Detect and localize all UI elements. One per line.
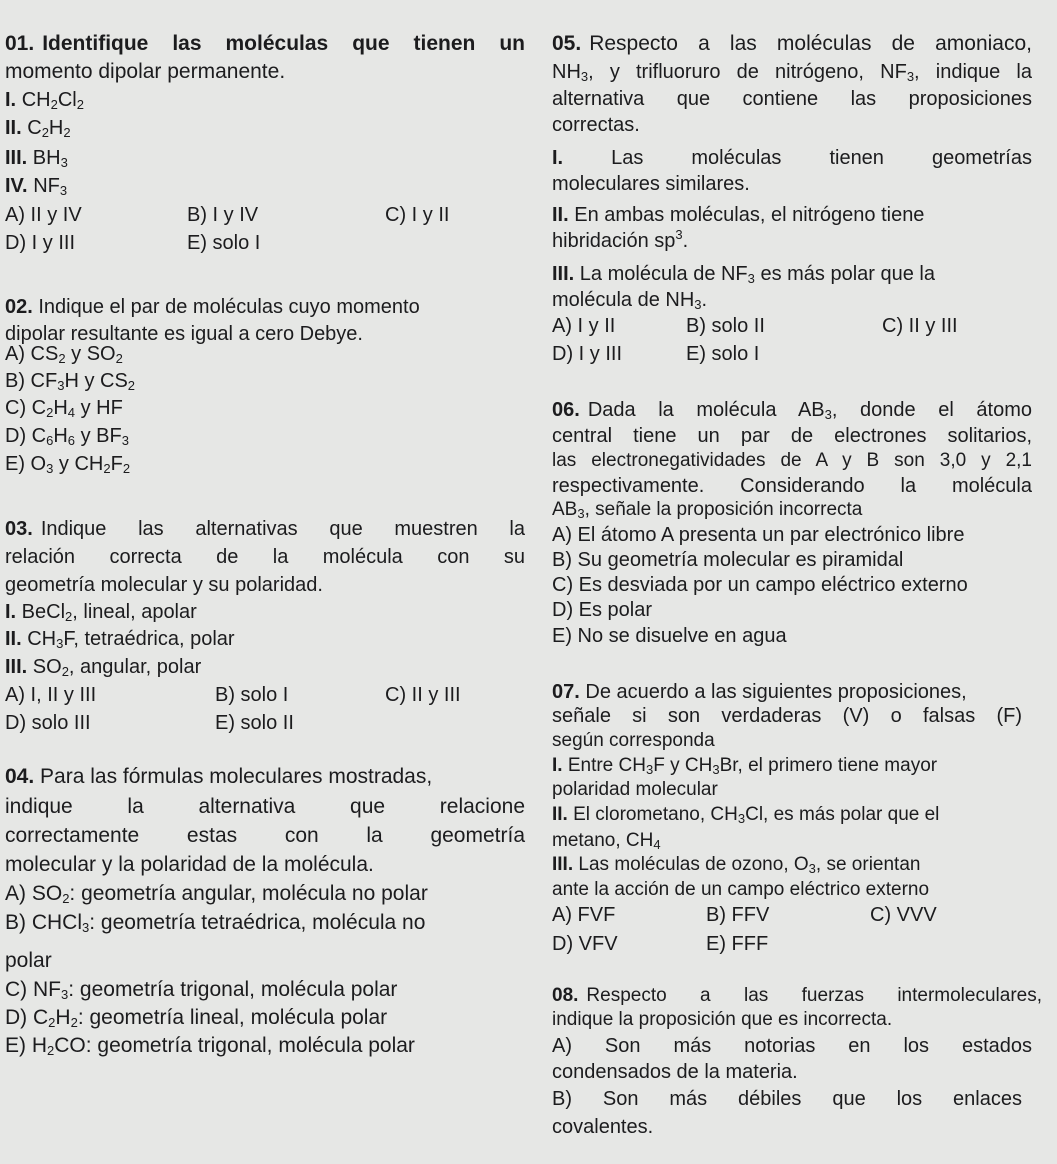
q04-option-a[interactable]: A) $SO_2$: geometría angular, molécula no polar — [5, 882, 428, 906]
q05-line: alternativa que contiene las proposiciones — [552, 88, 1032, 110]
q05-prop: hibridación $sp^3$. — [552, 227, 689, 252]
q08-option-a-cont: condensados de la materia. — [552, 1061, 798, 1083]
q05-line: correctas. — [552, 114, 640, 136]
q03-title-line3: geometría molecular y su polaridad. — [5, 574, 323, 596]
q01-option-e[interactable]: E) solo I — [187, 232, 261, 254]
q05-option-b[interactable]: B) solo II — [686, 315, 765, 337]
q06-option-d[interactable]: D) Es polar — [552, 599, 653, 621]
q03-title-line1 — [5, 517, 525, 541]
q02-number: 02. — [5, 296, 33, 318]
q03-item: II. $CH_3F$, tetraédrica, polar — [5, 628, 235, 651]
q01-item-formula: $CH_2Cl_2$ — [21, 89, 84, 112]
q08-number: 08. — [552, 985, 579, 1006]
q05-line — [552, 32, 1032, 56]
q05-number: 05. — [552, 32, 582, 55]
q07-number: 07. — [552, 681, 580, 703]
q03-title-line2: relación correcta de la molécula con su — [5, 546, 525, 568]
q01-title-text: Identifique las moléculas que tienen un — [42, 32, 525, 55]
q06-line: las electronegatividades de A y B son 3,0 y 2,1 — [552, 450, 1032, 471]
q04-title-line1 — [5, 765, 432, 789]
q05-prop: molécula de $NH_3$. — [552, 289, 708, 312]
q07-prop: polaridad molecular — [552, 779, 718, 800]
q02-title-text: Indique el par de moléculas cuyo momento — [38, 296, 420, 318]
q03-item: I. BeCl$_2$, lineal, apolar — [5, 601, 197, 624]
q01-option-c[interactable]: C) I y II — [385, 204, 450, 226]
q04-title-line3: correctamente estas con la geometría — [5, 824, 525, 847]
q06-option-a[interactable]: A) El átomo A presenta un par electrónico libre — [552, 524, 965, 546]
q04-option-c[interactable]: C) $NF_3$: geometría trigonal, molécula polar — [5, 978, 398, 1002]
q01-option-d[interactable]: D) I y III — [5, 232, 75, 254]
q01-item-formula: $C_2H_2$ — [27, 117, 71, 140]
q05-option-d[interactable]: D) I y III — [552, 343, 622, 365]
q02-option-c[interactable]: C) $C_2H_4$ y HF — [5, 397, 123, 420]
q07-line-text: De acuerdo a las siguientes proposiciones, — [585, 681, 967, 703]
q08-option-b[interactable]: B) Son más débiles que los enlaces — [552, 1088, 1022, 1110]
q07-option-c[interactable]: C) VVV — [870, 904, 937, 926]
q07-prop: II. El clorometano, $CH_3Cl$, es más polar que el — [552, 804, 940, 826]
q07-prop: I. Entre $CH_3F$ y $CH_3Br$, el primero tiene mayor — [552, 755, 938, 777]
q01-title-line1 — [5, 32, 525, 56]
q05-option-e[interactable]: E) solo I — [686, 343, 760, 365]
q05-option-a[interactable]: A) I y II — [552, 315, 616, 337]
q01-item-formula: $NF_3$ — [33, 175, 68, 198]
q03-number: 03. — [5, 518, 33, 540]
q03-option-d[interactable]: D) solo III — [5, 712, 91, 734]
q07-option-d[interactable]: D) VFV — [552, 933, 618, 955]
q01-item — [5, 174, 67, 198]
q05-line-text: Respecto a las moléculas de amoniaco, — [589, 32, 1032, 55]
q03-title-text: Indique las alternativas que muestren la — [40, 518, 525, 540]
q08-option-a[interactable]: A) Son más notorias en los estados — [552, 1035, 1032, 1057]
q08-line — [552, 984, 1042, 1008]
q04-option-b-cont: polar — [5, 949, 52, 972]
q03-option-a[interactable]: A) I, II y III — [5, 684, 97, 706]
q01-item-roman: IV. — [5, 175, 28, 197]
q02-option-e[interactable]: E) $O_3$ y $CH_2F_2$ — [5, 453, 131, 476]
q01-item-roman: I. — [5, 89, 17, 111]
q03-item: III. $SO_2$, angular, polar — [5, 656, 202, 679]
q02-title-line1 — [5, 295, 420, 319]
q04-option-e[interactable]: E) $H_2CO$: geometría trigonal, molécula polar — [5, 1034, 415, 1058]
q05-prop: II. En ambas moléculas, el nitrógeno tiene — [552, 204, 925, 226]
q06-line — [552, 398, 1032, 422]
q01-item — [5, 116, 71, 140]
q07-option-b[interactable]: B) FFV — [706, 904, 770, 926]
q07-line — [552, 680, 967, 704]
q02-option-d[interactable]: D) $C_6H_6$ y $BF_3$ — [5, 425, 129, 448]
q04-option-b[interactable]: B) CHCl$_3$: geometría tetraédrica, molécula no — [5, 911, 426, 935]
q05-prop: moleculares similares. — [552, 173, 750, 195]
q05-prop: III. La molécula de $NF_3$ es más polar que la — [552, 263, 935, 286]
q01-option-b[interactable]: B) I y IV — [187, 204, 259, 226]
q06-option-c[interactable]: C) Es desviada por un campo eléctrico externo — [552, 574, 968, 596]
q06-line: respectivamente. Considerando la molécula — [552, 475, 1032, 497]
q01-number: 01. — [5, 32, 35, 55]
q05-line: $NH_3$, y trifluoruro de nitrógeno, $NF_3$, indique la — [552, 61, 1032, 84]
q06-option-b[interactable]: B) Su geometría molecular es piramidal — [552, 549, 904, 571]
q06-option-e[interactable]: E) No se disuelve en agua — [552, 625, 787, 647]
q03-option-b[interactable]: B) solo I — [215, 684, 289, 706]
q04-number: 04. — [5, 765, 35, 788]
q01-item-roman: III. — [5, 147, 28, 169]
q07-line: según corresponda — [552, 730, 715, 751]
q07-option-a[interactable]: A) FVF — [552, 904, 616, 926]
q06-line: $AB_3$, señale la proposición incorrecta — [552, 499, 863, 521]
q04-title-text: Para las fórmulas moleculares mostradas, — [40, 765, 433, 788]
q01-item-roman: II. — [5, 117, 22, 139]
q07-prop: III. Las moléculas de ozono, $O_3$, se orientan — [552, 854, 921, 876]
q01-title-line2: momento dipolar permanente. — [5, 60, 286, 83]
q08-line-text: Respecto a las fuerzas intermoleculares, — [586, 985, 1042, 1006]
q01-item — [5, 146, 68, 170]
q04-option-d[interactable]: D) $C_2H_2$: geometría lineal, molécula polar — [5, 1006, 388, 1030]
q08-option-b-cont: covalentes. — [552, 1116, 654, 1138]
q06-line-text: Dada la molécula $AB_3$, donde el átomo — [587, 399, 1032, 422]
q01-item — [5, 88, 84, 112]
q07-option-e[interactable]: E) FFF — [706, 933, 769, 955]
q08-line: indique la proposición que es incorrecta. — [552, 1009, 893, 1030]
q02-option-a[interactable]: A) $CS_2$ y $SO_2$ — [5, 343, 123, 366]
q05-prop: I. Las moléculas tienen geometrías — [552, 147, 1032, 169]
q02-option-b[interactable]: B) $CF_3H$ y $CS_2$ — [5, 370, 136, 393]
q04-title-line4: molecular y la polaridad de la molécula. — [5, 853, 374, 876]
q01-item-formula: $BH_3$ — [32, 147, 68, 170]
q07-prop: ante la acción de un campo eléctrico externo — [552, 879, 930, 900]
q03-option-c[interactable]: C) II y III — [385, 684, 461, 706]
q04-title-line2: indique la alternativa que relacione — [5, 795, 525, 818]
q07-prop: metano, $CH_4$ — [552, 830, 661, 852]
q07-line: señale si son verdaderas (V) o falsas (F) — [552, 705, 1022, 727]
q06-number: 06. — [552, 399, 580, 421]
q02-title-line2: dipolar resultante es igual a cero Debye. — [5, 323, 363, 345]
q03-option-e[interactable]: E) solo II — [215, 712, 294, 734]
q05-option-c[interactable]: C) II y III — [882, 315, 958, 337]
q06-line: central tiene un par de electrones solitarios, — [552, 425, 1032, 447]
q01-option-a[interactable]: A) II y IV — [5, 204, 82, 226]
